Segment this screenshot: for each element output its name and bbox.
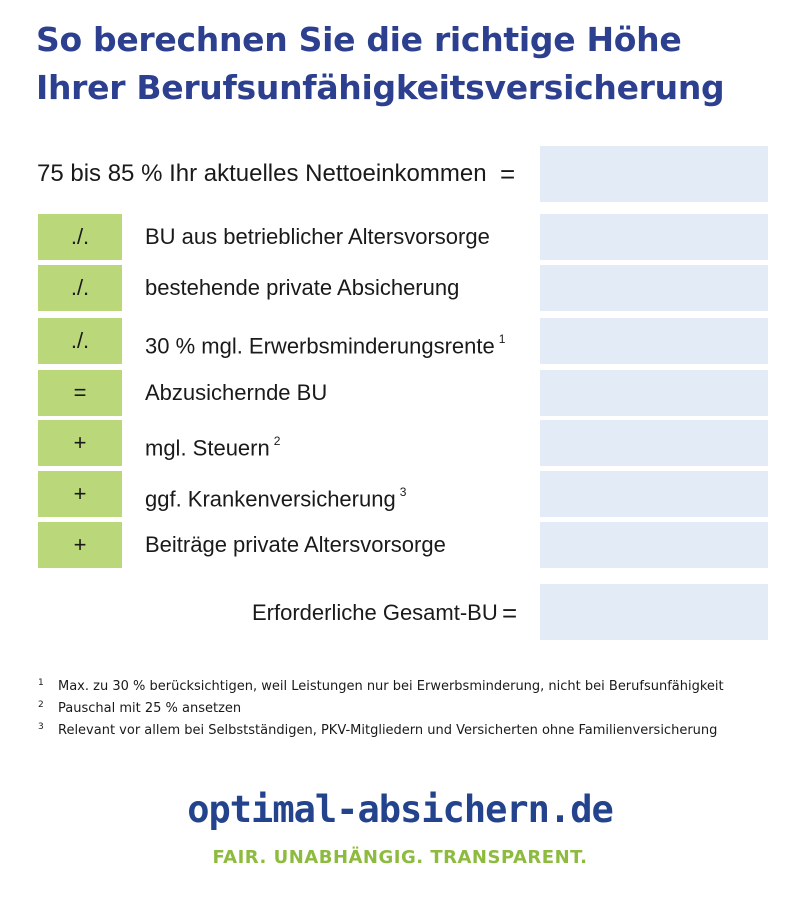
net-income-label: 75 bis 85 % Ihr aktuelles Nettoeinkommen	[37, 160, 487, 187]
footnote-text: Max. zu 30 % berücksichtigen, weil Leistungen nur bei Erwerbsminderung, nicht bei Berufsunfähigkeit	[58, 679, 724, 694]
footnote-ref: 2	[273, 434, 281, 448]
operator-box: +	[38, 420, 122, 466]
row-label: Beiträge private Altersvorsorge	[145, 532, 446, 557]
row-label: 30 % mgl. Erwerbsminderungsrente $^1$	[145, 332, 506, 359]
row-label: mgl. Steuern $^2$	[145, 434, 281, 461]
total-equals-sign: =	[502, 598, 518, 628]
row-value-box[interactable]	[540, 318, 768, 364]
footnotes	[38, 676, 788, 742]
row-label: ggf. Krankenversicherung $^3$	[145, 485, 407, 512]
total-value-box[interactable]	[540, 584, 768, 640]
row-value-box[interactable]	[540, 420, 768, 466]
footnote-number: 1	[38, 678, 44, 688]
row-label: bestehende private Absicherung	[145, 275, 460, 300]
footnote-text: Pauschal mit 25 % ansetzen	[58, 701, 242, 716]
footnote-text: Relevant vor allem bei Selbstständigen, PKV-Mitgliedern und Versicherten ohne Familienversicherung	[58, 723, 718, 738]
footnote-number: 2	[38, 700, 44, 710]
row-value-box[interactable]	[540, 522, 768, 568]
footnote	[38, 720, 788, 742]
brand-slogan: FAIR. UNABHÄNGIG. TRANSPARENT.	[212, 847, 588, 868]
footnote-ref: 1	[498, 332, 506, 346]
operator-box: ./.	[38, 318, 122, 364]
net-income-equals-sign: =	[500, 159, 516, 189]
row-value-box[interactable]	[540, 471, 768, 517]
total-label: Erforderliche Gesamt-BU	[252, 600, 498, 625]
footnote	[38, 676, 788, 698]
row-value-box[interactable]	[540, 370, 768, 416]
operator-box: +	[38, 471, 122, 517]
row-label: Abzusichernde BU	[145, 380, 328, 405]
page-title	[36, 16, 776, 112]
net-income-value-box[interactable]	[540, 146, 768, 202]
brand-logo-text[interactable]: optimal-absichern.de	[187, 788, 613, 831]
operator-box: ./.	[38, 214, 122, 260]
title-line-2: Ihrer Berufsunfähigkeitsversicherung	[36, 68, 725, 107]
footnote-number: 3	[38, 722, 44, 732]
row-value-box[interactable]	[540, 214, 768, 260]
footnote	[38, 698, 788, 720]
operator-box: +	[38, 522, 122, 568]
row-label: BU aus betrieblicher Altersvorsorge	[145, 224, 490, 249]
operator-box: ./.	[38, 265, 122, 311]
footnote-ref: 3	[399, 485, 407, 499]
operator-box: =	[38, 370, 122, 416]
row-value-box[interactable]	[540, 265, 768, 311]
title-line-1: So berechnen Sie die richtige Höhe	[36, 20, 682, 59]
